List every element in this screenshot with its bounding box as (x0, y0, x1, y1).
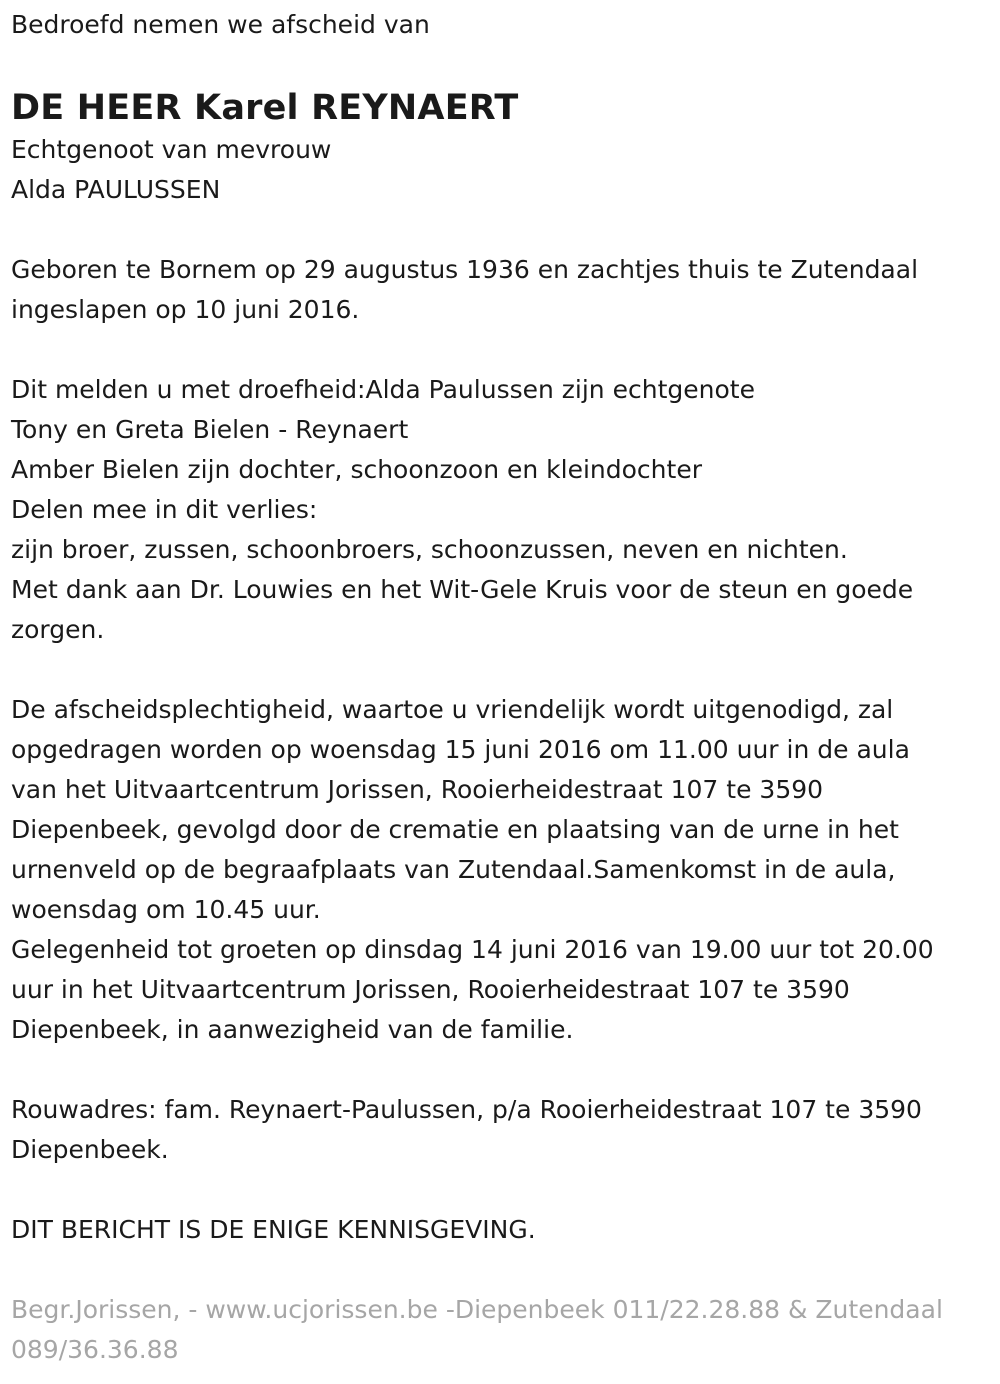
family-block (11, 370, 990, 650)
notice-text: DIT BERICHT IS DE ENIGE KENNISGEVING. (11, 1215, 536, 1244)
visitation-line: Diepenbeek, in aanwezigheid van de familie. (11, 1015, 574, 1044)
footer-line: 089/36.36.88 (11, 1335, 179, 1364)
address-block (11, 1090, 990, 1170)
footer-line: Begr.Jorissen, - www.ucjorissen.be -Diepenbeek 011/22.28.88 & Zutendaal (11, 1295, 943, 1324)
visitation-line: Gelegenheid tot groeten op dinsdag 14 juni 2016 van 19.00 uur tot 20.00 (11, 935, 934, 964)
family-line: Amber Bielen zijn dochter, schoonzoon en kleindochter (11, 455, 702, 484)
footer-block (11, 1290, 990, 1370)
ceremony-line: Diepenbeek, gevolgd door de crematie en plaatsing van de urne in het (11, 815, 899, 844)
ceremony-line: woensdag om 10.45 uur. (11, 895, 321, 924)
address-line: Diepenbeek. (11, 1135, 169, 1164)
address-line: Rouwadres: fam. Reynaert-Paulussen, p/a Rooierheidestraat 107 te 3590 (11, 1095, 922, 1124)
ceremony-line: De afscheidsplechtigheid, waartoe u vriendelijk wordt uitgenodigd, zal (11, 695, 894, 724)
birth-death-block (11, 250, 990, 330)
spouse-block (11, 130, 990, 210)
birth-line: Geboren te Bornem op 29 augustus 1936 en zachtjes thuis te Zutendaal (11, 255, 919, 284)
ceremony-line: van het Uitvaartcentrum Jorissen, Rooierheidestraat 107 te 3590 (11, 775, 824, 804)
ceremony-block (11, 690, 990, 1050)
intro-text: Bedroefd nemen we afscheid van (11, 10, 430, 39)
spouse-name: Alda PAULUSSEN (11, 175, 221, 204)
spouse-line: Echtgenoot van mevrouw (11, 135, 332, 164)
visitation-line: uur in het Uitvaartcentrum Jorissen, Rooierheidestraat 107 te 3590 (11, 975, 850, 1004)
death-line: ingeslapen op 10 juni 2016. (11, 295, 360, 324)
family-line: Met dank aan Dr. Louwies en het Wit-Gele Kruis voor de steun en goede (11, 575, 914, 604)
family-line: zorgen. (11, 615, 105, 644)
family-line: Delen mee in dit verlies: (11, 495, 318, 524)
ceremony-line: urnenveld op de begraafplaats van Zutendaal.Samenkomst in de aula, (11, 855, 896, 884)
ceremony-line: opgedragen worden op woensdag 15 juni 2016 om 11.00 uur in de aula (11, 735, 910, 764)
family-line: Dit melden u met droefheid:Alda Paulussen zijn echtgenote (11, 375, 755, 404)
deceased-name: DE HEER Karel REYNAERT (11, 88, 519, 128)
family-line: Tony en Greta Bielen - Reynaert (11, 415, 409, 444)
family-line: zijn broer, zussen, schoonbroers, schoonzussen, neven en nichten. (11, 535, 848, 564)
